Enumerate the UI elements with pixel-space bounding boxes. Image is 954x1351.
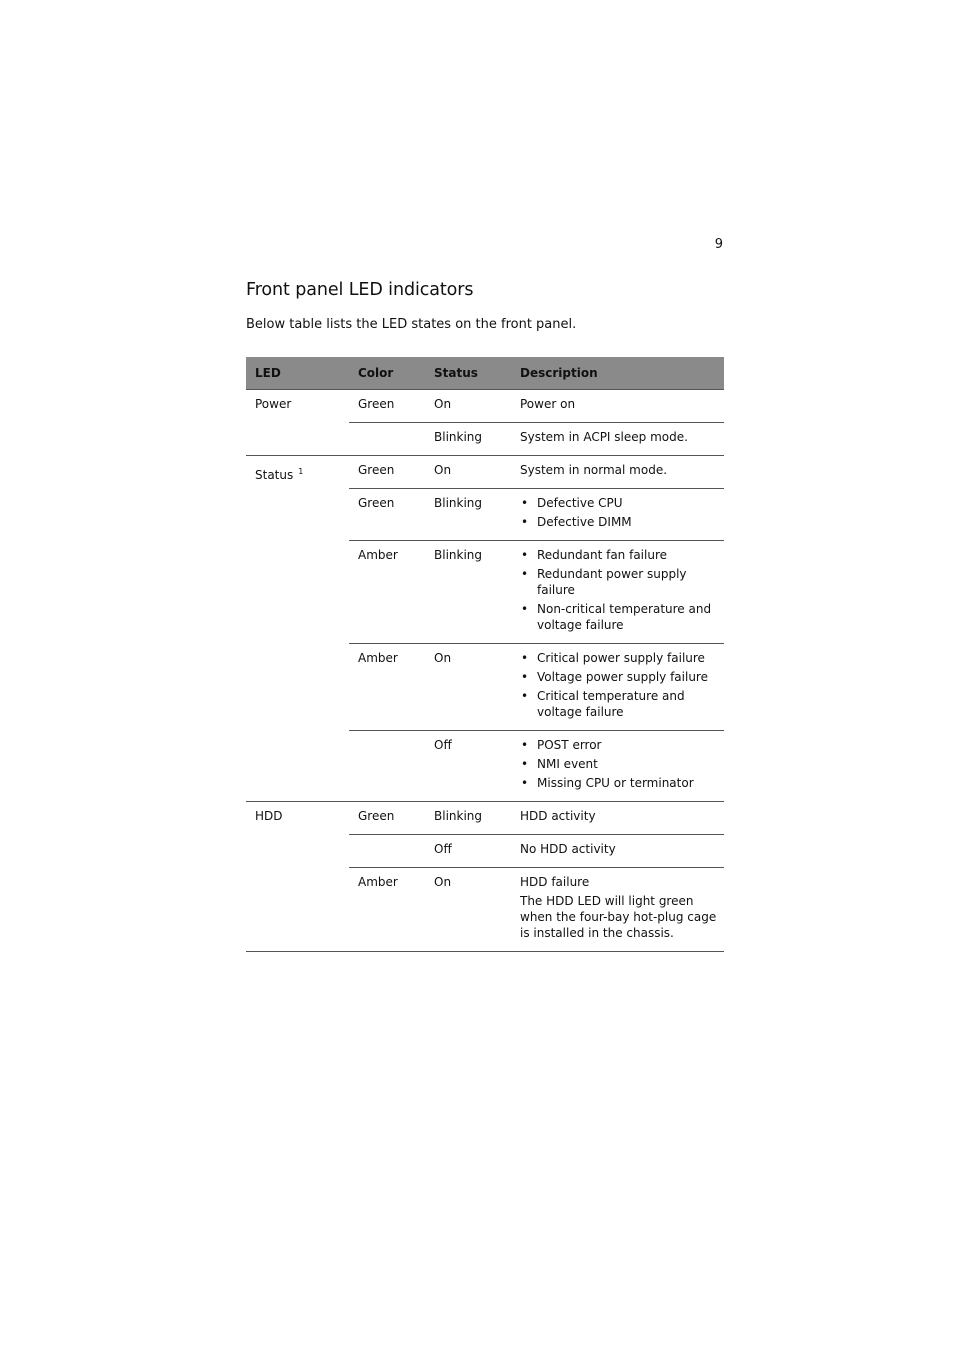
intro-text: Below table lists the LED states on the front panel. [246, 317, 577, 332]
footnote-marker: 1 [298, 467, 304, 476]
color-cell: Green [349, 489, 425, 541]
status-cell: Blinking [425, 541, 511, 644]
bullet-list [520, 547, 718, 633]
color-cell: Green [349, 802, 425, 835]
description-cell [511, 731, 724, 802]
header-led: LED [246, 357, 349, 390]
color-cell: Green [349, 456, 425, 489]
status-cell: Blinking [425, 802, 511, 835]
list-item: • NMI event [520, 756, 718, 772]
color-cell [349, 835, 425, 868]
table-row [246, 802, 724, 835]
list-item: • Voltage power supply failure [520, 669, 718, 685]
list-item: • Defective CPU [520, 495, 718, 511]
color-cell [349, 423, 425, 456]
description-cell: Power on [511, 390, 724, 423]
header-status: Status [425, 357, 511, 390]
description-text: HDD failure [520, 875, 590, 889]
color-cell [349, 731, 425, 802]
description-cell: No HDD activity [511, 835, 724, 868]
status-cell: Off [425, 731, 511, 802]
color-cell: Amber [349, 541, 425, 644]
description-cell [511, 868, 724, 952]
led-status-label: Status [255, 468, 294, 482]
list-item: • Missing CPU or terminator [520, 775, 718, 791]
description-note: The HDD LED will light green when the four-bay hot-plug cage is installed in the chassis. [520, 894, 717, 940]
status-cell: Blinking [425, 423, 511, 456]
led-power: Power [246, 390, 349, 456]
page-number: 9 [714, 237, 723, 252]
status-cell: On [425, 390, 511, 423]
description-cell: System in normal mode. [511, 456, 724, 489]
bullet-list [520, 737, 718, 791]
color-cell: Green [349, 390, 425, 423]
description-cell [511, 644, 724, 731]
list-item: • Defective DIMM [520, 514, 718, 530]
table-header-row [246, 357, 724, 390]
color-cell: Amber [349, 644, 425, 731]
header-color: Color [349, 357, 425, 390]
bullet-list [520, 495, 718, 530]
description-cell: HDD activity [511, 802, 724, 835]
list-item: • Redundant fan failure [520, 547, 718, 563]
description-cell [511, 541, 724, 644]
header-description: Description [511, 357, 724, 390]
status-cell: Blinking [425, 489, 511, 541]
list-item: • Critical power supply failure [520, 650, 718, 666]
led-hdd: HDD [246, 802, 349, 952]
table-row [246, 456, 724, 489]
list-item: • Non-critical temperature and voltage failure [520, 601, 718, 633]
status-cell: On [425, 644, 511, 731]
bullet-list [520, 650, 718, 720]
list-item: • Critical temperature and voltage failure [520, 688, 718, 720]
list-item: • POST error [520, 737, 718, 753]
led-status [246, 456, 349, 802]
color-cell: Amber [349, 868, 425, 952]
description-cell: System in ACPI sleep mode. [511, 423, 724, 456]
section-title: Front panel LED indicators [246, 280, 474, 300]
status-cell: On [425, 456, 511, 489]
description-cell [511, 489, 724, 541]
table-row [246, 390, 724, 423]
led-table [246, 357, 724, 952]
list-item: • Redundant power supply failure [520, 566, 718, 598]
status-cell: On [425, 868, 511, 952]
status-cell: Off [425, 835, 511, 868]
